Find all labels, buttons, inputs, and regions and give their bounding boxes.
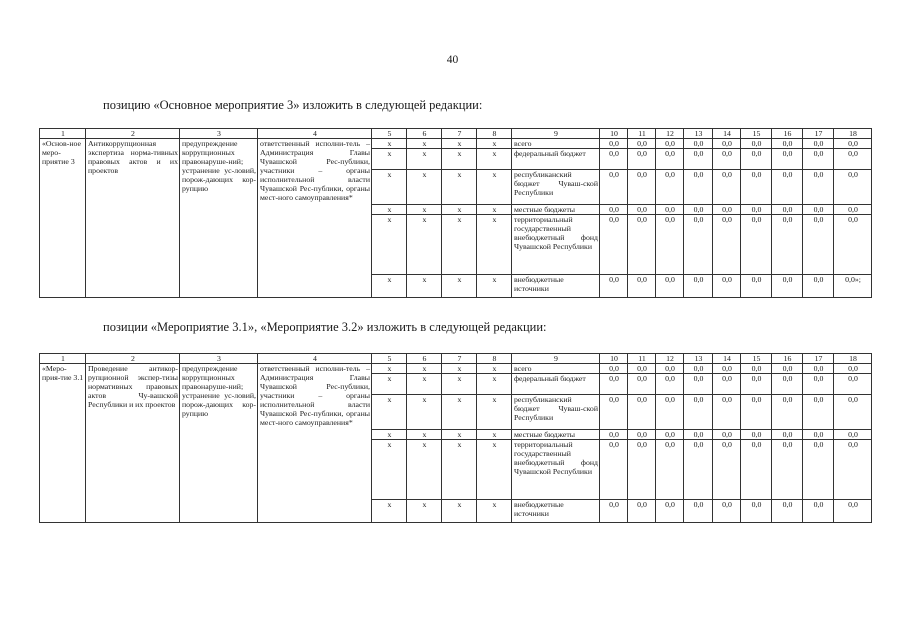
- code-cell: x: [372, 205, 407, 215]
- value-cell: 0,0: [713, 395, 741, 430]
- goal-cell: предупреждение коррупционных правонаруше-ний; устранение ус-ловий, порож-дающих кор-рупцию: [180, 364, 258, 523]
- column-number: 14: [713, 129, 741, 139]
- code-cell: x: [442, 149, 477, 170]
- column-number: 15: [741, 129, 772, 139]
- value-cell: 0,0: [772, 364, 803, 374]
- value-cell: 0,0: [656, 149, 684, 170]
- value-cell: 0,0: [600, 275, 628, 298]
- column-number: 4: [258, 129, 372, 139]
- code-cell: x: [442, 139, 477, 149]
- funding-source-cell: федеральный бюджет: [512, 149, 600, 170]
- value-cell: 0,0: [600, 440, 628, 500]
- value-cell: 0,0: [772, 374, 803, 395]
- column-number: 6: [407, 354, 442, 364]
- code-cell: x: [372, 149, 407, 170]
- value-cell: 0,0: [713, 275, 741, 298]
- value-cell: 0,0: [741, 149, 772, 170]
- code-cell: x: [442, 395, 477, 430]
- code-cell: x: [477, 205, 512, 215]
- value-cell: 0,0: [684, 139, 713, 149]
- code-cell: x: [407, 149, 442, 170]
- value-cell: 0,0: [656, 374, 684, 395]
- title-cell: Проведение антикор-рупционной экспер-тизы нормативных правовых актов Чу-вашской Республики и их проектов: [86, 364, 180, 523]
- column-number: 14: [713, 354, 741, 364]
- code-cell: x: [442, 215, 477, 275]
- code-cell: x: [477, 149, 512, 170]
- code-cell: x: [372, 395, 407, 430]
- program-table-1: [39, 128, 872, 298]
- value-cell: 0,0: [713, 205, 741, 215]
- column-number: 12: [656, 129, 684, 139]
- value-cell: 0,0: [772, 395, 803, 430]
- value-cell: 0,0: [713, 500, 741, 523]
- code-cell: x: [442, 500, 477, 523]
- column-number-row: [40, 129, 872, 139]
- column-number: 16: [772, 354, 803, 364]
- value-cell: 0,0: [684, 215, 713, 275]
- code-cell: x: [407, 500, 442, 523]
- value-cell: 0,0: [628, 374, 656, 395]
- value-cell: 0,0: [772, 500, 803, 523]
- code-cell: x: [407, 440, 442, 500]
- code-cell: x: [477, 364, 512, 374]
- value-cell: 0,0: [600, 215, 628, 275]
- value-cell: 0,0: [803, 139, 834, 149]
- value-cell: 0,0: [713, 430, 741, 440]
- code-cell: x: [372, 440, 407, 500]
- column-number: 2: [86, 129, 180, 139]
- code-cell: x: [407, 170, 442, 205]
- value-cell: 0,0: [684, 374, 713, 395]
- value-cell: 0,0: [656, 215, 684, 275]
- column-number: 5: [372, 354, 407, 364]
- code-cell: x: [477, 395, 512, 430]
- value-cell: 0,0: [656, 139, 684, 149]
- code-cell: x: [442, 374, 477, 395]
- value-cell: 0,0: [684, 395, 713, 430]
- executor-cell: ответственный исполни-тель – Администрация Главы Чувашской Рес-публики, участники – органы исполнительной власти Чувашской Рес-публики, органы мест-ного самоуправления*: [258, 364, 372, 523]
- status-cell: «Основ-ное меро-приятие 3: [40, 139, 86, 298]
- value-cell: 0,0: [600, 430, 628, 440]
- value-cell: 0,0: [628, 440, 656, 500]
- value-cell: 0,0: [803, 205, 834, 215]
- value-cell: 0,0: [772, 149, 803, 170]
- value-cell: 0,0: [803, 500, 834, 523]
- code-cell: x: [477, 170, 512, 205]
- value-cell: 0,0: [834, 215, 872, 275]
- value-cell: 0,0: [741, 500, 772, 523]
- value-cell: 0,0: [684, 440, 713, 500]
- value-cell: 0,0: [600, 170, 628, 205]
- column-number: 6: [407, 129, 442, 139]
- value-cell: 0,0: [741, 205, 772, 215]
- value-cell: 0,0: [628, 364, 656, 374]
- column-number: 4: [258, 354, 372, 364]
- value-cell: 0,0: [713, 149, 741, 170]
- value-cell: 0,0: [656, 500, 684, 523]
- value-cell: 0,0: [741, 440, 772, 500]
- column-number: 16: [772, 129, 803, 139]
- value-cell: 0,0: [803, 374, 834, 395]
- column-number: 12: [656, 354, 684, 364]
- value-cell: 0,0: [684, 149, 713, 170]
- value-cell: 0,0: [803, 215, 834, 275]
- funding-source-cell: всего: [512, 364, 600, 374]
- funding-source-cell: республиканский бюджет Чуваш-ской Республики: [512, 170, 600, 205]
- value-cell: 0,0: [600, 149, 628, 170]
- value-cell: 0,0: [656, 440, 684, 500]
- value-cell: 0,0: [803, 440, 834, 500]
- value-cell: 0,0: [628, 275, 656, 298]
- value-cell: 0,0: [656, 205, 684, 215]
- value-cell: 0,0: [656, 364, 684, 374]
- value-cell: 0,0: [684, 170, 713, 205]
- value-cell: 0,0: [834, 374, 872, 395]
- column-number: 15: [741, 354, 772, 364]
- column-number: 1: [40, 354, 86, 364]
- value-cell: 0,0: [713, 374, 741, 395]
- value-cell: 0,0: [628, 500, 656, 523]
- column-number: 18: [834, 354, 872, 364]
- value-cell: 0,0: [656, 395, 684, 430]
- code-cell: x: [442, 364, 477, 374]
- value-cell: 0,0: [772, 440, 803, 500]
- value-cell: 0,0: [628, 215, 656, 275]
- code-cell: x: [442, 440, 477, 500]
- code-cell: x: [407, 215, 442, 275]
- value-cell: 0,0: [772, 430, 803, 440]
- value-cell: 0,0: [628, 430, 656, 440]
- value-cell: 0,0: [834, 364, 872, 374]
- column-number-row: [40, 354, 872, 364]
- value-cell: 0,0: [772, 139, 803, 149]
- funding-source-cell: внебюджетные источники: [512, 275, 600, 298]
- value-cell: 0,0»;: [834, 275, 872, 298]
- value-cell: 0,0: [741, 275, 772, 298]
- intro-text-2: позиции «Мероприятие 3.1», «Мероприятие 3.2» изложить в следующей редакции:: [103, 320, 547, 334]
- column-number: 17: [803, 129, 834, 139]
- column-number: 3: [180, 354, 258, 364]
- code-cell: x: [442, 275, 477, 298]
- value-cell: 0,0: [834, 170, 872, 205]
- value-cell: 0,0: [684, 500, 713, 523]
- column-number: 10: [600, 129, 628, 139]
- code-cell: x: [372, 500, 407, 523]
- column-number: 7: [442, 354, 477, 364]
- value-cell: 0,0: [772, 215, 803, 275]
- value-cell: 0,0: [600, 395, 628, 430]
- value-cell: 0,0: [628, 149, 656, 170]
- value-cell: 0,0: [684, 364, 713, 374]
- code-cell: x: [407, 430, 442, 440]
- value-cell: 0,0: [834, 395, 872, 430]
- code-cell: x: [372, 275, 407, 298]
- value-cell: 0,0: [803, 275, 834, 298]
- value-cell: 0,0: [834, 430, 872, 440]
- funding-source-cell: внебюджетные источники: [512, 500, 600, 523]
- value-cell: 0,0: [600, 139, 628, 149]
- code-cell: x: [477, 139, 512, 149]
- code-cell: x: [407, 374, 442, 395]
- value-cell: 0,0: [684, 205, 713, 215]
- program-table-2: [39, 353, 872, 523]
- column-number: 9: [512, 129, 600, 139]
- value-cell: 0,0: [684, 275, 713, 298]
- code-cell: x: [442, 205, 477, 215]
- value-cell: 0,0: [834, 205, 872, 215]
- code-cell: x: [477, 215, 512, 275]
- value-cell: 0,0: [741, 395, 772, 430]
- value-cell: 0,0: [803, 170, 834, 205]
- executor-cell: ответственный исполни-тель – Администрация Главы Чувашской Рес-публики, участники – органы исполнительной власти Чувашской Рес-публики, органы мест-ного самоуправления*: [258, 139, 372, 298]
- value-cell: 0,0: [834, 149, 872, 170]
- funding-source-cell: территориальный государственный внебюджетный фонд Чувашской Республики: [512, 215, 600, 275]
- value-cell: 0,0: [656, 430, 684, 440]
- column-number: 10: [600, 354, 628, 364]
- value-cell: 0,0: [713, 139, 741, 149]
- value-cell: 0,0: [628, 205, 656, 215]
- column-number: 9: [512, 354, 600, 364]
- value-cell: 0,0: [741, 430, 772, 440]
- code-cell: x: [372, 364, 407, 374]
- code-cell: x: [477, 374, 512, 395]
- column-number: 8: [477, 354, 512, 364]
- code-cell: x: [442, 170, 477, 205]
- code-cell: x: [372, 215, 407, 275]
- value-cell: 0,0: [600, 500, 628, 523]
- value-cell: 0,0: [803, 364, 834, 374]
- code-cell: x: [372, 170, 407, 205]
- value-cell: 0,0: [628, 170, 656, 205]
- column-number: 8: [477, 129, 512, 139]
- value-cell: 0,0: [772, 275, 803, 298]
- value-cell: 0,0: [741, 364, 772, 374]
- intro-text-1: позицию «Основное мероприятие 3» изложить в следующей редакции:: [103, 98, 483, 112]
- column-number: 13: [684, 354, 713, 364]
- value-cell: 0,0: [600, 364, 628, 374]
- code-cell: x: [407, 395, 442, 430]
- column-number: 11: [628, 354, 656, 364]
- code-cell: x: [477, 440, 512, 500]
- value-cell: 0,0: [713, 170, 741, 205]
- value-cell: 0,0: [741, 374, 772, 395]
- column-number: 13: [684, 129, 713, 139]
- column-number: 7: [442, 129, 477, 139]
- column-number: 11: [628, 129, 656, 139]
- code-cell: x: [372, 139, 407, 149]
- column-number: 2: [86, 354, 180, 364]
- value-cell: 0,0: [628, 395, 656, 430]
- column-number: 17: [803, 354, 834, 364]
- value-cell: 0,0: [600, 205, 628, 215]
- value-cell: 0,0: [803, 430, 834, 440]
- status-cell: «Меро-прия-тие 3.1: [40, 364, 86, 523]
- value-cell: 0,0: [741, 170, 772, 205]
- value-cell: 0,0: [834, 139, 872, 149]
- code-cell: x: [407, 275, 442, 298]
- funding-source-cell: местные бюджеты: [512, 205, 600, 215]
- value-cell: 0,0: [741, 215, 772, 275]
- value-cell: 0,0: [772, 205, 803, 215]
- code-cell: x: [407, 139, 442, 149]
- page-number: 40: [446, 54, 459, 66]
- value-cell: 0,0: [834, 440, 872, 500]
- column-number: 5: [372, 129, 407, 139]
- column-number: 1: [40, 129, 86, 139]
- value-cell: 0,0: [713, 215, 741, 275]
- column-number: 18: [834, 129, 872, 139]
- title-cell: Антикоррупционная экспертиза норма-тивных правовых актов и их проектов: [86, 139, 180, 298]
- table-row: [40, 139, 872, 149]
- value-cell: 0,0: [803, 395, 834, 430]
- code-cell: x: [477, 275, 512, 298]
- value-cell: 0,0: [772, 170, 803, 205]
- goal-cell: предупреждение коррупционных правонаруше-ний; устранение ус-ловий, порож-дающих кор-рупцию: [180, 139, 258, 298]
- value-cell: 0,0: [713, 440, 741, 500]
- table-row: [40, 364, 872, 374]
- value-cell: 0,0: [834, 500, 872, 523]
- value-cell: 0,0: [803, 149, 834, 170]
- value-cell: 0,0: [628, 139, 656, 149]
- funding-source-cell: федеральный бюджет: [512, 374, 600, 395]
- code-cell: x: [407, 364, 442, 374]
- value-cell: 0,0: [600, 374, 628, 395]
- funding-source-cell: местные бюджеты: [512, 430, 600, 440]
- code-cell: x: [372, 430, 407, 440]
- value-cell: 0,0: [713, 364, 741, 374]
- funding-source-cell: территориальный государственный внебюджетный фонд Чувашской Республики: [512, 440, 600, 500]
- code-cell: x: [477, 500, 512, 523]
- value-cell: 0,0: [656, 275, 684, 298]
- funding-source-cell: республиканский бюджет Чуваш-ской Республики: [512, 395, 600, 430]
- value-cell: 0,0: [684, 430, 713, 440]
- code-cell: x: [442, 430, 477, 440]
- code-cell: x: [477, 430, 512, 440]
- value-cell: 0,0: [741, 139, 772, 149]
- code-cell: x: [372, 374, 407, 395]
- value-cell: 0,0: [656, 170, 684, 205]
- funding-source-cell: всего: [512, 139, 600, 149]
- column-number: 3: [180, 129, 258, 139]
- code-cell: x: [407, 205, 442, 215]
